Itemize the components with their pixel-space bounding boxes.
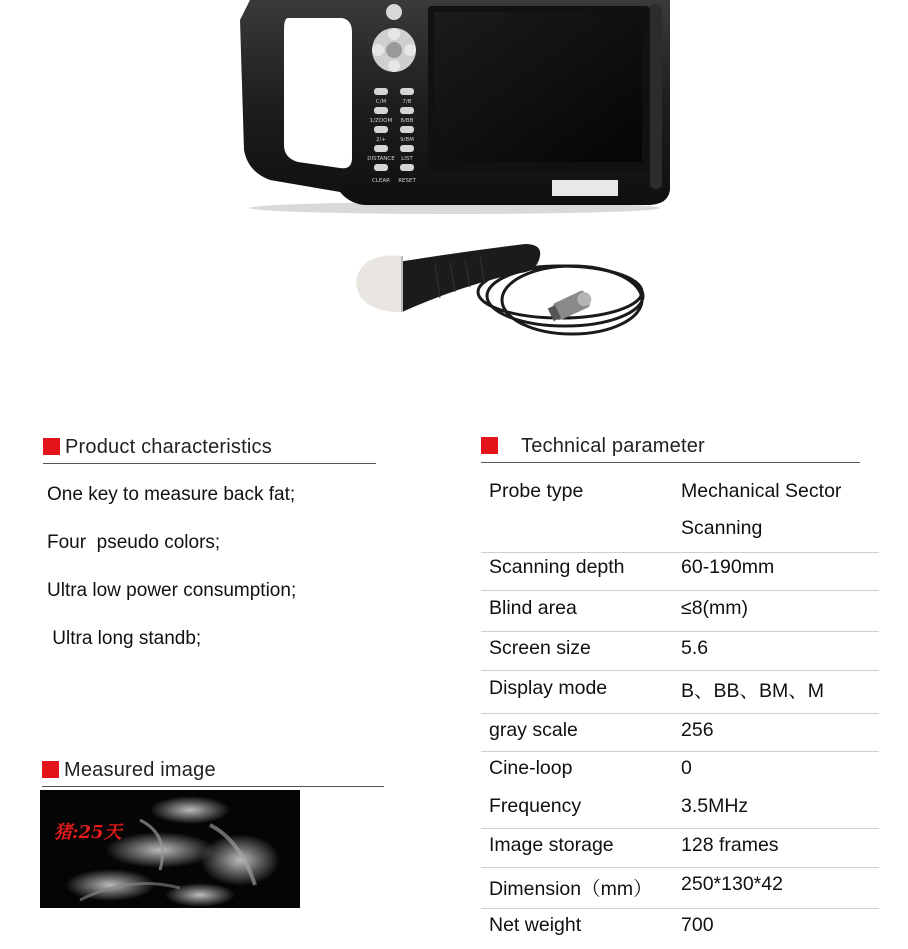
spec-row — [481, 714, 879, 752]
sector-probe-image — [350, 234, 650, 344]
key-label: 8/BB — [400, 118, 414, 124]
red-square-icon — [481, 437, 498, 454]
key-label: RESET — [398, 178, 416, 184]
spec-value: B、BB、BM、M — [681, 680, 825, 702]
spec-row — [481, 829, 879, 868]
spec-row — [481, 790, 879, 829]
spec-value: 5.6 — [681, 637, 709, 659]
key-label: LIST — [401, 156, 413, 162]
red-square-icon — [42, 761, 59, 778]
spec-key: Screen size — [489, 637, 591, 659]
spec-row — [481, 868, 879, 909]
scan-overlay-label: 猪:25天 — [54, 822, 122, 843]
key-label: C/M — [375, 99, 387, 105]
feature-item: Ultra long standb; — [47, 628, 202, 649]
measured-image-heading — [42, 759, 384, 787]
ultrasound-scan-image — [40, 790, 300, 908]
spec-row — [481, 470, 879, 553]
spec-value: 0 — [681, 757, 692, 779]
spec-key: Net weight — [489, 914, 582, 936]
feature-item: Ultra low power consumption; — [47, 580, 297, 601]
spec-key: Frequency — [489, 795, 582, 817]
scan-texture — [40, 790, 300, 908]
key-label: 1/ZOOM — [369, 118, 393, 124]
spec-value: ≤8(mm) — [681, 597, 749, 619]
spec-value: 3.5MHz — [681, 795, 749, 817]
key-label: 9/BM — [400, 137, 414, 143]
spec-row — [481, 671, 879, 714]
spec-row — [481, 632, 879, 671]
red-square-icon — [43, 438, 60, 455]
spec-key: Display mode — [489, 677, 608, 699]
technical-parameter-heading — [481, 435, 860, 463]
spec-row — [481, 909, 879, 949]
spec-key: Cine-loop — [489, 757, 573, 779]
spec-key: Image storage — [489, 834, 614, 856]
feature-item: One key to measure back fat; — [47, 484, 296, 505]
spec-key: Dimension（mm） — [489, 878, 653, 900]
spec-key: gray scale — [489, 719, 578, 741]
spec-row — [481, 553, 879, 591]
key-label: 7/B — [402, 99, 412, 105]
spec-value: 128 frames — [681, 834, 779, 856]
feature-item: Four pseudo colors; — [47, 532, 221, 553]
spec-row — [481, 752, 879, 790]
spec-table — [481, 470, 879, 949]
spec-value: Mechanical Sector — [681, 480, 842, 502]
spec-value: 60-190mm — [681, 556, 775, 578]
spec-value: 256 — [681, 719, 714, 741]
heading-text: Product characteristics — [65, 436, 272, 458]
spec-key: Blind area — [489, 597, 577, 619]
spec-key: Scanning depth — [489, 556, 625, 578]
ultrasound-device-image — [240, 0, 670, 215]
product-characteristics-heading — [43, 436, 376, 464]
key-label: 2/+ — [376, 137, 386, 143]
key-label: CLEAR — [372, 178, 390, 184]
spec-row — [481, 591, 879, 632]
key-label: DISTANCE — [367, 156, 395, 162]
heading-text: Technical parameter — [521, 435, 705, 457]
spec-key: Probe type — [489, 480, 584, 502]
spec-value: Scanning — [681, 517, 763, 539]
spec-value: 250*130*42 — [681, 873, 783, 895]
spec-value: 700 — [681, 914, 714, 936]
heading-text: Measured image — [64, 759, 216, 781]
